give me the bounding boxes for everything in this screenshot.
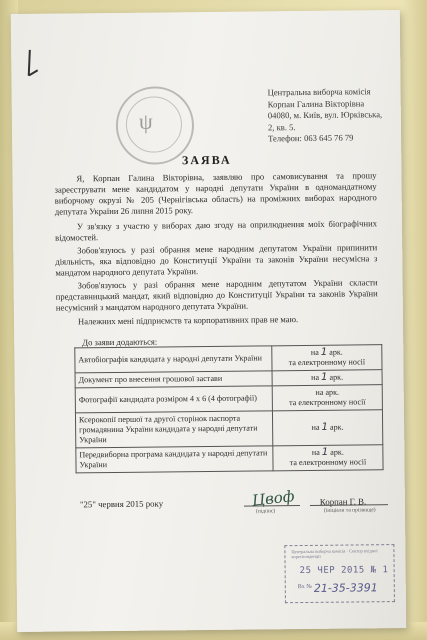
- addressee-address-apt: 2, кв. 5.: [267, 121, 296, 132]
- stamp-prefix: Вх №: [297, 583, 312, 591]
- count-note: та електронному носії: [288, 357, 366, 368]
- signature-caption: (підпис): [255, 508, 276, 515]
- attachment-count: [272, 385, 382, 411]
- count-note: та електронному носії: [289, 397, 366, 408]
- table-row: [75, 385, 382, 413]
- count-unit: арк.: [329, 372, 344, 382]
- attachment-count: [273, 445, 383, 471]
- handwritten-count: 1: [321, 446, 329, 458]
- addressee-phone: Телефон: 063 645 76 79: [268, 132, 354, 144]
- table-row: [75, 345, 382, 373]
- obligation-paragraph-1: Зобов'язуюсь у разі обрання мене народним депутатом України припинити діяльність, яка відповідно до Конституції України та законів України несумісна з мандатом народного депутата України.: [55, 242, 378, 278]
- stamp-number: 21-35-3391: [313, 581, 378, 595]
- attachment-item: Передвиборна програма кандидата у народні депутати України: [76, 446, 273, 473]
- trident-icon: ψ: [138, 108, 153, 134]
- attachments-table: [74, 344, 383, 473]
- handwritten-count: 1: [321, 371, 328, 383]
- count-note: та електронному носії: [289, 457, 367, 468]
- signer-name: Корпан Г. В.: [319, 496, 367, 507]
- table-row: [75, 410, 382, 448]
- attachment-count: [272, 345, 382, 371]
- attachment-count: [272, 410, 382, 446]
- count-unit: арк.: [329, 347, 343, 357]
- count-prefix: на: [311, 422, 320, 432]
- count-prefix: на: [315, 387, 324, 397]
- document-page: [11, 10, 406, 632]
- table-row: [76, 445, 383, 473]
- document-title: ЗАЯВА: [181, 152, 232, 168]
- handwritten-count: 1: [320, 346, 328, 358]
- signature-row: [79, 486, 400, 515]
- addressee-name: Корпан Галина Вікторівна: [267, 97, 365, 109]
- registration-stamp: [284, 544, 395, 603]
- document-date: "25" червня 2015 року: [79, 498, 164, 510]
- statement-paragraph: Я, Корпан Галина Вікторівна, заявляю про самовисування та прошу зареєструвати мене кандидатом у народні депутати України в одномандатному виборчому окрузі № 205 (Чернігівська область) на проміжних виборах народного депутата України 26 липня 2015 року.: [54, 170, 377, 217]
- attachment-item: Автобіографія кандидата у народні депутати України: [75, 346, 272, 373]
- attachment-item: Ксерокопії першої та другої сторінок паспорта громадянина України кандидата у народні депутати України: [75, 411, 272, 448]
- count-unit: арк.: [329, 422, 344, 432]
- count-prefix: на: [311, 447, 320, 457]
- count-unit: арк.: [330, 447, 344, 457]
- obligation-paragraph-2: Зобов'язуюсь у разі обрання мене народним депутатом України скласти представницький мандат, який відповідно до Конституції України та законів України несумісний з мандатом народного депутата України.: [55, 277, 378, 313]
- attachment-item: Фотографії кандидата розміром 4 х 6 (4 фотографії): [75, 386, 272, 413]
- addressee-address: 04080, м. Київ, вул. Юрківська,: [267, 109, 383, 121]
- count-prefix: на: [311, 372, 320, 382]
- stamp-header: Центральна виборча комісія · Сектор вхідної кореспонденції: [291, 548, 378, 560]
- attachment-count: [272, 370, 382, 386]
- pen-mark-tick: [29, 69, 39, 76]
- name-caption: (ініціали та прізвище): [323, 507, 376, 514]
- handwritten-count: 1: [321, 421, 329, 433]
- consent-paragraph: У зв'язку з участю у виборах даю згоду на оприлюднення моїх біографічних відомостей.: [55, 218, 378, 243]
- count-unit: арк.: [325, 387, 340, 397]
- handwritten-signature: Цвоф: [250, 486, 296, 510]
- count-prefix: на: [310, 347, 319, 357]
- attachment-item: Документ про внесення грошової застави: [75, 371, 272, 388]
- addressee-organization: Центральна виборча комісія: [267, 86, 371, 98]
- corporate-rights-paragraph: Належних мені підприємств та корпоративних прав не маю.: [77, 314, 299, 327]
- addressee-block: [268, 86, 383, 145]
- stamp-date: 25 ЧЕР 2015 № 1: [299, 565, 389, 577]
- attachments-heading: До заяви додаються:: [82, 336, 158, 348]
